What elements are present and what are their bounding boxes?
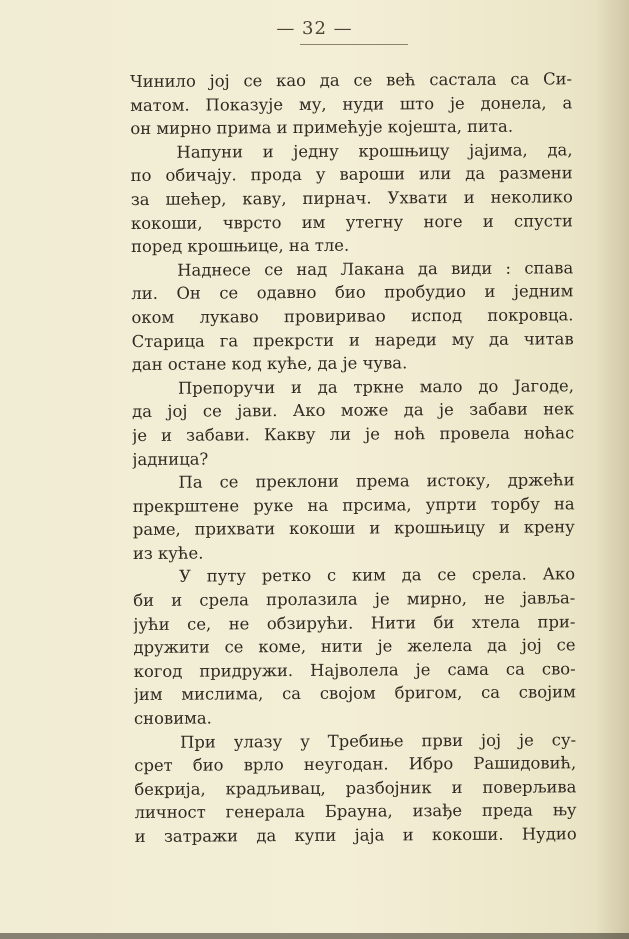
- text-line: сновима.: [133, 708, 212, 729]
- text-line: из куће.: [132, 543, 204, 563]
- text-line: матом. Показује му, нуди што је донела, а: [130, 92, 573, 115]
- text-line: личност генерала Брауна, изађе преда њу: [134, 800, 577, 823]
- text-line: јим мислима, са својом бригом, са својим: [133, 682, 576, 705]
- text-line: ли. Он се одавно био пробудио и једним: [131, 281, 574, 304]
- text-line: Наднесе се над Лакана да види : спава: [177, 258, 574, 280]
- body-text: [130, 67, 577, 848]
- text-line: Напуни и једну крошњицу јајима, да,: [176, 140, 573, 162]
- text-line: поред крошњице, на тле.: [131, 235, 350, 257]
- text-line: При улазу у Требиње први јој је су-: [180, 729, 577, 752]
- text-line: прекрштене руке на прсима, упрти торбу на: [132, 493, 575, 516]
- text-line: Чинило јој се као да се већ састала са Си-: [130, 69, 573, 91]
- page-edge-shadow: [595, 0, 629, 939]
- text-line: би и срела пролазила је мирно, не јавља-: [133, 588, 576, 611]
- text-line: бекрија, крадљивац, разбојник и поверљива: [134, 777, 577, 799]
- text-line: Препоручи и да тркне мало до Јагоде,: [177, 376, 574, 398]
- text-line: Старица га прекрсти и нареди му да читав: [131, 328, 574, 351]
- text-line: кокоши, чврсто им утегну ноге и спусти: [130, 210, 573, 233]
- text-line: когод придружи. Најволела је сама са сво-: [133, 659, 576, 681]
- text-line: дан остане код куће, да је чува.: [131, 353, 408, 375]
- page-number-rule: [300, 44, 408, 45]
- text-line: оком лукаво провиривао испод покровца.: [131, 305, 574, 327]
- scan-bottom-border: [0, 933, 629, 939]
- page-number: — 32 —: [276, 18, 353, 39]
- text-line: јадница?: [132, 449, 209, 469]
- text-line: по обичају. прода у вароши или да размени: [130, 163, 573, 186]
- text-line: У путу ретко с ким да се срела. Ако: [179, 564, 576, 587]
- text-line: да јој се јави. Ако може да је забави нек: [132, 399, 575, 422]
- text-line: јући се, не обзирући. Нити би хтела при-: [133, 611, 576, 634]
- text-line: за шећер, каву, пирнач. Ухвати и неколико: [130, 187, 573, 209]
- text-line: раме, прихвати кокоши и крошњицу и крену: [132, 517, 575, 540]
- text-line: је и забави. Какву ли је ноћ провела ноћас: [132, 423, 575, 445]
- text-line: Па се преклони према истоку, држећи: [178, 470, 575, 492]
- text-line: срет био врло неугодан. Ибро Рашидовић,: [134, 753, 577, 776]
- text-line: он мирно прима и примећује којешта, пита.: [130, 116, 514, 139]
- text-line: и затражи да купи јаја и кокоши. Нудио: [134, 824, 577, 846]
- text-line: дружити се коме, нити је желела да јој се: [133, 635, 576, 658]
